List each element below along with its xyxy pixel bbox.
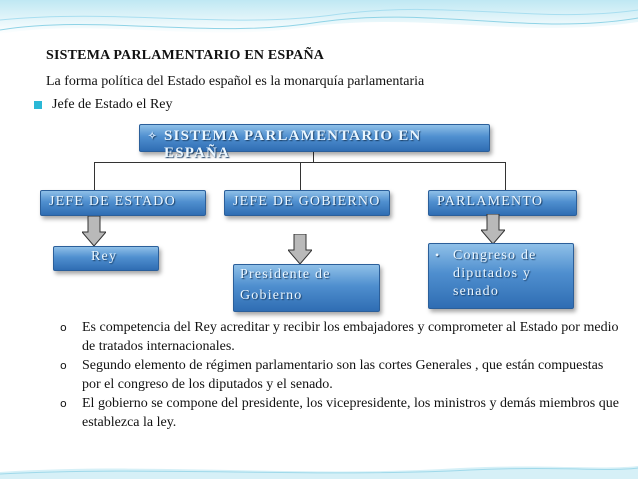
list-item: [60, 318, 620, 356]
slide-title: SISTEMA PARLAMENTARIO EN ESPAÑA: [46, 48, 325, 63]
category-label: JEFE DE ESTADO: [49, 194, 176, 209]
diagram-root-box: [139, 124, 490, 161]
head-of-state-bullet: [34, 97, 173, 113]
category-label: PARLAMENTO: [437, 194, 544, 209]
leaf-label-line: senado: [453, 284, 500, 299]
category-parlamento: [428, 190, 577, 216]
list-item-text: El gobierno se compone del presidente, los vicepresidente, los ministros y demás miembros que establezca la ley.: [82, 396, 619, 430]
list-item-text: Es competencia del Rey acreditar y recibir los embajadores y comprometer al Estado por medio de tratados internacionales.: [82, 320, 619, 354]
category-jefe-gobierno: [224, 190, 390, 216]
leaf-label-line: Congreso de: [453, 248, 537, 263]
list-item-text: Segundo elemento de régimen parlamentario son las cortes Generales , que están compuestas por el congreso de los diputados y el senado.: [82, 358, 604, 392]
list-item: [60, 394, 620, 432]
category-label: JEFE DE GOBIERNO: [233, 194, 381, 209]
category-jefe-estado: [40, 190, 206, 216]
top-wave-decoration: [0, 0, 638, 48]
square-bullet-icon: [34, 101, 42, 109]
bottom-wave-decoration: [0, 462, 638, 479]
leaf-congreso-senado: [428, 243, 574, 309]
leaf-label-line: Gobierno: [240, 288, 303, 303]
circle-bullet-icon: o: [60, 397, 67, 410]
circle-bullet-icon: o: [60, 321, 67, 334]
leaf-bullet-icon: •: [435, 248, 441, 262]
root-label: SISTEMA PARLAMENTARIO EN ESPAÑA: [164, 128, 422, 161]
root-bullet-icon: ✧: [148, 131, 158, 142]
content-list: [60, 318, 620, 432]
slide-subtitle: La forma política del Estado español es la monarquía parlamentaria: [46, 74, 425, 89]
down-arrow-icon: [481, 214, 505, 244]
down-arrow-icon: [288, 234, 312, 264]
bullet-text: Jefe de Estado el Rey: [52, 97, 173, 112]
middle-branch-connector: [300, 162, 301, 190]
circle-bullet-icon: o: [60, 359, 67, 372]
leaf-label-line: diputados y: [453, 266, 532, 281]
leaf-rey: [53, 246, 159, 271]
leaf-presidente-gobierno: [233, 264, 380, 312]
leaf-label: Rey: [91, 249, 118, 264]
list-item: [60, 356, 620, 394]
left-branch-connector: [94, 162, 95, 190]
down-arrow-icon: [82, 216, 106, 246]
right-branch-connector: [505, 162, 506, 190]
leaf-label-line: Presidente de: [240, 267, 331, 282]
